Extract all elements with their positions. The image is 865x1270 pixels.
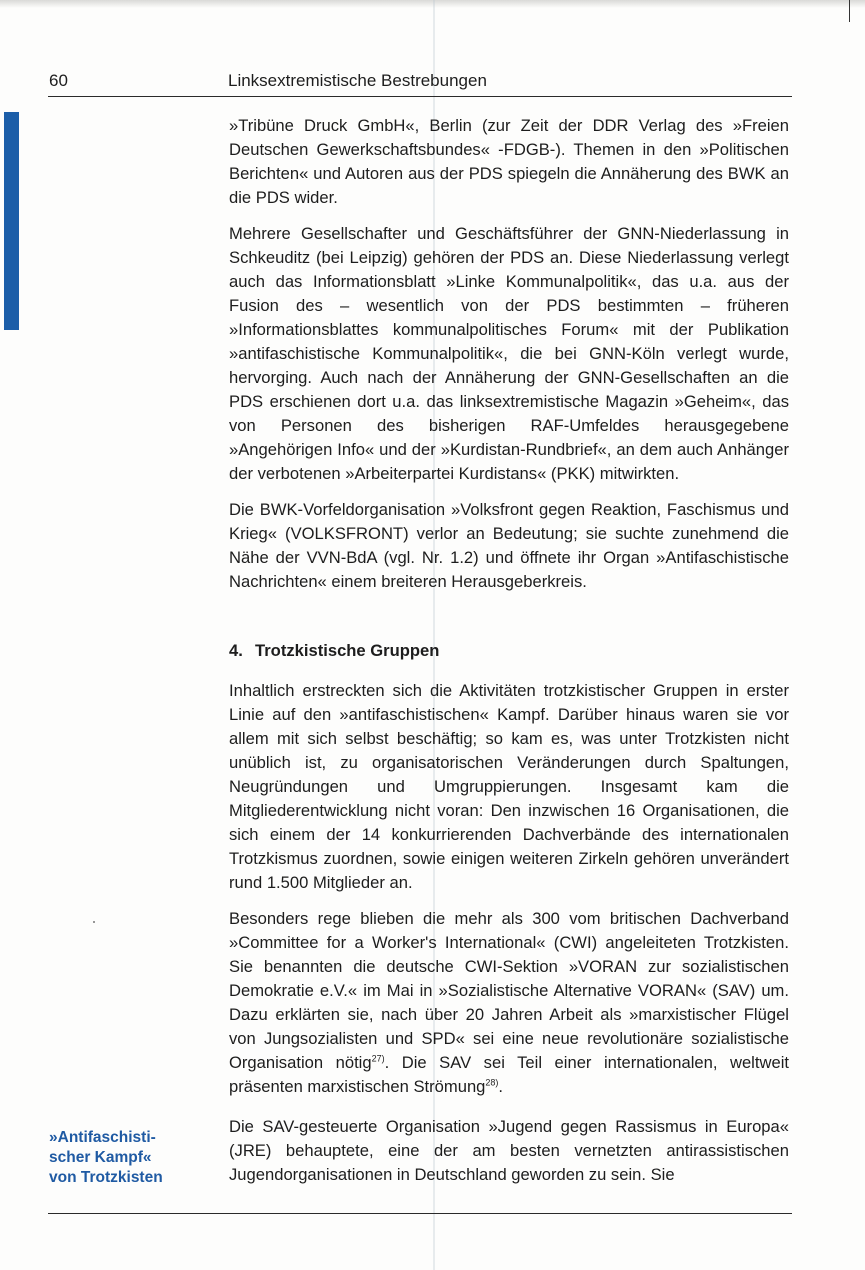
scan-speck [93, 921, 95, 923]
running-head: Linksextremistische Bestrebungen [228, 71, 487, 90]
paragraph: Mehrere Gesellschafter und Geschäftsführer der GNN-Niederlassung in Schkeuditz (bei Leipzig) gehören der PDS an. Diese Niederlassung verlegt auch das Informationsblatt »Linke Kommunalpolitik«, das u.a. aus der Fusion des – wesentlich von der PDS bestimmten – früheren »Informationsblattes kommunalpolitisches Forum« mit der Publikation »antifaschistische Kommunalpolitik«, die bei GNN-Köln verlegt wurde, hervorging. Auch nach der Annäherung der GNN-Gesellschaften an die PDS erschienen dort u.a. das linksextremistische Magazin »Geheim«, das von Personen des bisherigen RAF-Umfeldes herausgegebene »Angehörigen Info« und der »Kurdistan-Rundbrief«, an dem auch Anhänger der verbotenen »Arbeiterpartei Kurdistans« (PKK) mitwirkten. [229, 224, 789, 483]
section-number: 4. [229, 641, 243, 660]
footnote-ref[interactable]: 27) [371, 1053, 385, 1064]
section-title: Trotzkistische Gruppen [255, 641, 440, 660]
chapter-marker-bar [4, 112, 19, 330]
margin-note-line: »Antifaschisti- [49, 1129, 156, 1146]
paragraph: Die BWK-Vorfeldorganisation »Volksfront gegen Reaktion, Faschismus und Krieg« (VOLKSFRONT) verlor an Bedeutung; sie suchte zunehmend die Nähe der VVN-BdA (vgl. Nr. 1.2) und öffnete ihr Organ »Antifaschistische Nachrichten« einem breiteren Herausgeberkreis. [229, 500, 789, 591]
scan-edge-mark [849, 0, 850, 22]
paragraph: Die SAV-gesteuerte Organisation »Jugend gegen Rassismus in Europa« (JRE) behauptete, eine der am besten vernetzten antirassistischen Jugendorganisationen in Deutschland geworden zu sein. Sie [229, 1117, 789, 1184]
main-text [229, 114, 789, 1187]
paragraph-text: . Die SAV sei Teil einer internationalen, weltweit präsenten marxistischen Strömung [229, 1053, 789, 1096]
footnote-ref[interactable]: 28) [485, 1077, 499, 1088]
margin-note-line: scher Kampf« [49, 1149, 152, 1166]
paragraph: »Tribüne Druck GmbH«, Berlin (zur Zeit der DDR Verlag des »Freien Deutschen Gewerkschaftsbundes« -FDGB-). Themen in den »Politischen Berichten« und Autoren aus der PDS spiegeln die Annäherung des BWK an die PDS wider. [229, 116, 789, 207]
page-number: 60 [49, 71, 68, 90]
paragraph-text: . [498, 1077, 504, 1096]
margin-note-line: von Trotzkisten [49, 1169, 163, 1186]
footer-rule [48, 1213, 792, 1214]
paragraph: Inhaltlich erstreckten sich die Aktivitäten trotzkistischer Gruppen in erster Linie auf den »antifaschistischen« Kampf. Darüber hinaus waren sie vor allem mit sich selbst beschäftig; so kam es, was unter Trotzkisten nicht unüblich ist, zu organisatorischen Veränderungen durch Spaltungen, Neugründungen und Umgruppierungen. Insgesamt kam die Mitgliederentwicklung nicht voran: Den inzwischen 16 Organisationen, die sich einem der 14 konkurrierenden Dachverbände des internationalen Trotzkismus zuordnen, sowie einigen weiteren Zirkeln gehören unverändert rund 1.500 Mitglieder an. [229, 681, 789, 892]
margin-note [49, 1128, 199, 1188]
header-rule [48, 96, 792, 97]
paragraph-text: Besonders rege blieben die mehr als 300 vom britischen Dachverband »Committee for a Worker's International« (CWI) angeleiteten Trotzkisten. Sie benannten die deutsche CWI-Sektion »VORAN zur sozialistischen Demokratie e.V.« im Mai in »Sozialistische Alternative VORAN« (SAV) um. Dazu erklärten sie, nach über 20 Jahren Arbeit als »marxistischer Flügel von Jungsozialisten und SPD« sei eine neue revolutionäre sozialistische Organisation nötig [229, 909, 789, 1072]
section-heading [229, 639, 789, 663]
paragraph [229, 907, 789, 1099]
